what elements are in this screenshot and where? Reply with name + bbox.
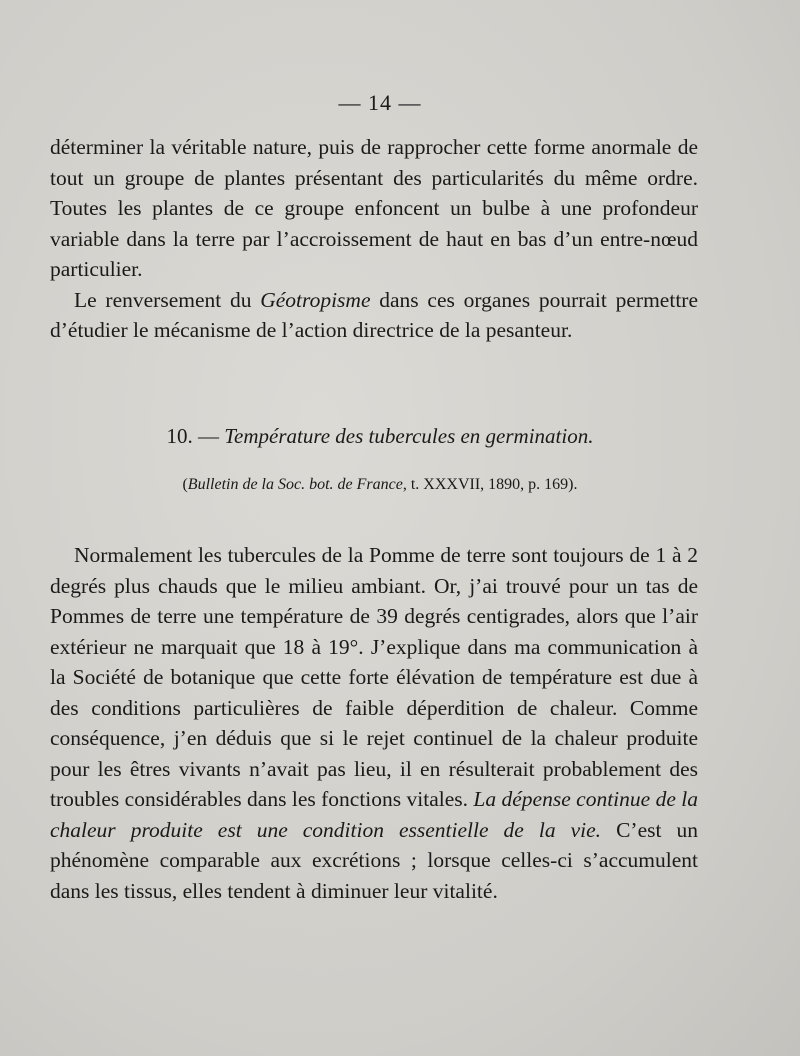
page-number: — 14 —	[338, 90, 422, 115]
paragraph-3	[50, 540, 698, 906]
paragraph-2-after: dans ces organes pourrait permettre d’étudier le mécanisme de l’action directrice de la pesanteur.	[50, 287, 698, 342]
citation	[0, 476, 760, 494]
paragraph-2-before: Le renversement du	[74, 287, 261, 312]
citation-open: (	[182, 476, 188, 493]
text-block-bottom	[50, 540, 698, 906]
section-heading	[0, 424, 760, 449]
citation-journal: Bulletin de la Soc. bot. de France	[187, 476, 403, 493]
section-title: Température des tubercules en germination.	[224, 424, 594, 448]
section-number: 10. —	[166, 424, 220, 448]
paragraph-3-text: Normalement les tubercules de la Pomme de terre sont toujours de 1 à 2 degrés plus chauds que le milieu ambiant. Or, j’ai trouvé pour un tas de Pommes de terre une température de 39 degrés centigrades, alors que l’air extérieur ne marquait que 18 à 19°. J’explique dans ma communication à la Société de botanique que cette forte élévation de température est due à des conditions particulières de faible déperdition de chaleur. Comme conséquence, j’en déduis que si le rejet continuel de la chaleur produite pour les êtres vivants n’avait pas lieu, il en résulterait probablement des troubles considérables dans les fonctions vitales.	[50, 543, 698, 811]
text-block-top	[50, 132, 698, 346]
paragraph-3-after: C’est un phénomène comparable aux excrétions ; lorsque celles-ci s’accumulent dans les tissus, elles tendent à diminuer leur vitalité.	[50, 817, 698, 903]
citation-rest: , t. XXXVII, 1890, p. 169).	[402, 476, 578, 493]
paragraph-1: déterminer la véritable nature, puis de rapprocher cette forme anormale de tout un groupe de plantes présentant des particularités du même ordre. Toutes les plantes de ce groupe enfoncent un bulbe à une profondeur variable dans la terre par l’accroissement de haut en bas d’un entre-nœud particulier.	[50, 135, 698, 281]
paragraph-2	[50, 285, 698, 346]
paragraph-2-italic: Géotropisme	[260, 287, 371, 312]
paragraph-3-italic: La dépense continue de la chaleur produite est une condition essentielle de la vie.	[50, 787, 698, 842]
